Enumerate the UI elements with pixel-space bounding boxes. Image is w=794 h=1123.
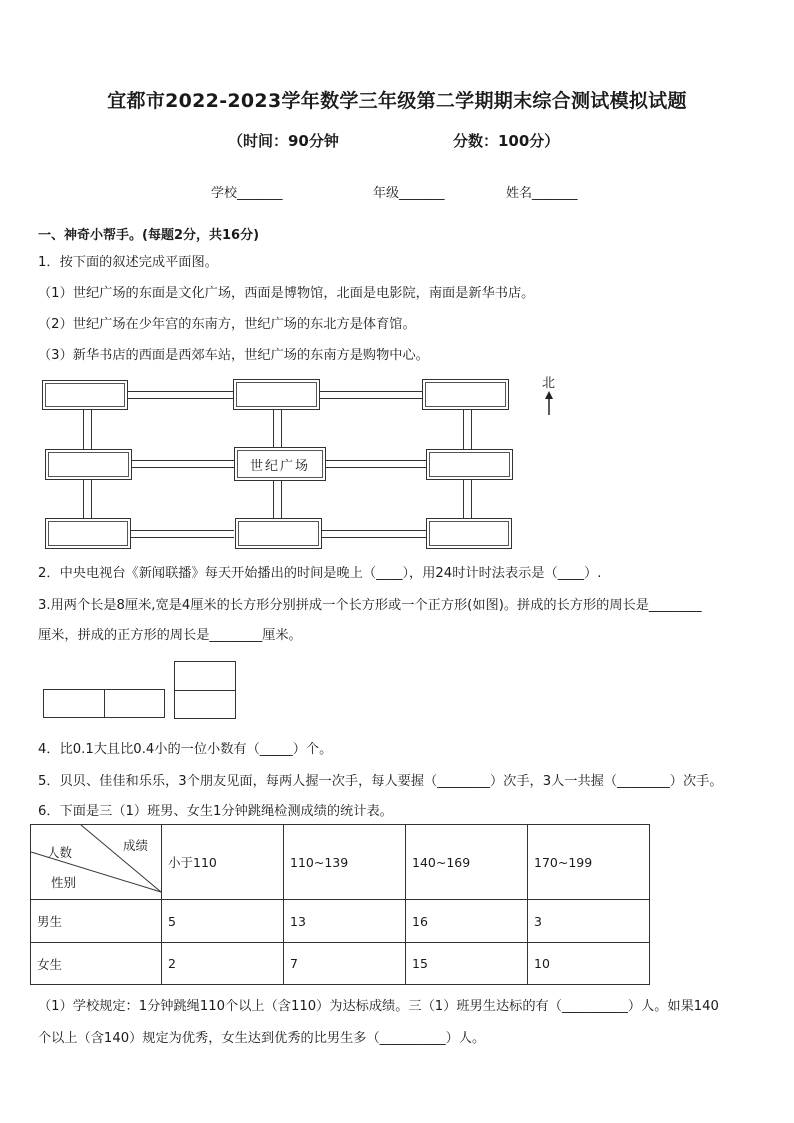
table-cell: 2 (162, 943, 284, 985)
page-title: 宜都市2022-2023学年数学三年级第二学期期末综合测试模拟试题 (107, 90, 687, 112)
map-box-n[interactable] (233, 379, 320, 410)
q3-line-2: 厘米，拼成的正方形的周长是________厘米。 (38, 628, 302, 643)
header-gender: 性别 (51, 875, 77, 890)
map-box-sw[interactable] (45, 518, 131, 549)
q1-stem: 1．按下面的叙述完成平面图。 (38, 255, 218, 270)
q1-line-2: （2）世纪广场在少年宫的东南方，世纪广场的东北方是体育馆。 (38, 317, 416, 332)
north-label: 北 (542, 376, 556, 391)
map-box-w[interactable] (45, 449, 132, 480)
header-score: 成绩 (123, 838, 149, 853)
diagonal-header-cell (31, 825, 162, 900)
q5-text: 5．贝贝、佳佳和乐乐，3个朋友见面，每两人握一次手，每人要握（________）次手，3人一共握（________）次手。 (38, 774, 723, 789)
table-cell: 5 (162, 900, 284, 943)
table-cell: 3 (528, 900, 650, 943)
score-label: 分数：100分） (453, 132, 560, 150)
map-box-e[interactable] (426, 449, 513, 480)
q3-square-figure (174, 661, 236, 719)
table-cell: 10 (528, 943, 650, 985)
col-header: 小于110 (162, 825, 284, 900)
table-cell: 15 (406, 943, 528, 985)
map-box-s[interactable] (235, 518, 322, 549)
row-label: 女生 (31, 943, 162, 985)
name-field[interactable]: 姓名_______ (506, 186, 578, 201)
section-heading: 一、神奇小帮手。(每题2分，共16分) (38, 228, 260, 243)
map-box-se[interactable] (426, 518, 512, 549)
col-header: 170~199 (528, 825, 650, 900)
q6-stem: 6．下面是三（1）班男、女生1分钟跳绳检测成绩的统计表。 (38, 804, 393, 819)
map-box-ne[interactable] (422, 379, 509, 410)
header-count: 人数 (47, 845, 73, 860)
map-box-nw[interactable] (42, 380, 128, 410)
table-cell: 7 (284, 943, 406, 985)
table-row (31, 900, 650, 943)
q4-text: 4．比0.1大且比0.4小的一位小数有（_____）个。 (38, 742, 333, 757)
q1-line-1: （1）世纪广场的东面是文化广场，西面是博物馆，北面是电影院，南面是新华书店。 (38, 286, 535, 301)
q2-text: 2．中央电视台《新闻联播》每天开始播出的时间是晚上（____），用24时计时法表示是（____）. (38, 566, 602, 581)
col-header: 140~169 (406, 825, 528, 900)
table-row (31, 943, 650, 985)
q6-sub1-line-1: （1）学校规定：1分钟跳绳110个以上（含110）为达标成绩。三（1）班男生达标的有（__________）人。如果140 (38, 999, 719, 1014)
q1-line-3: （3）新华书店的西面是西郊车站，世纪广场的东南方是购物中心。 (38, 348, 429, 363)
table-cell: 16 (406, 900, 528, 943)
map-box-center (234, 447, 326, 481)
table-header-row (31, 825, 650, 900)
table-cell: 13 (284, 900, 406, 943)
row-label: 男生 (31, 900, 162, 943)
q3-rectangle-figure (43, 689, 165, 718)
north-arrow-icon (542, 390, 556, 416)
center-label: 世纪广场 (249, 458, 310, 474)
stats-table (30, 824, 650, 985)
grade-field[interactable]: 年级_______ (373, 186, 445, 201)
school-field[interactable]: 学校_______ (211, 186, 283, 201)
col-header: 110~139 (284, 825, 406, 900)
q6-sub1-line-2: 个以上（含140）规定为优秀，女生达到优秀的比男生多（__________）人。 (38, 1031, 486, 1046)
time-label: （时间：90分钟 (228, 132, 339, 150)
q3-line-1: 3.用两个长是8厘米,宽是4厘米的长方形分别拼成一个长方形或一个正方形(如图)。拼成的长方形的周长是________ (38, 598, 702, 613)
